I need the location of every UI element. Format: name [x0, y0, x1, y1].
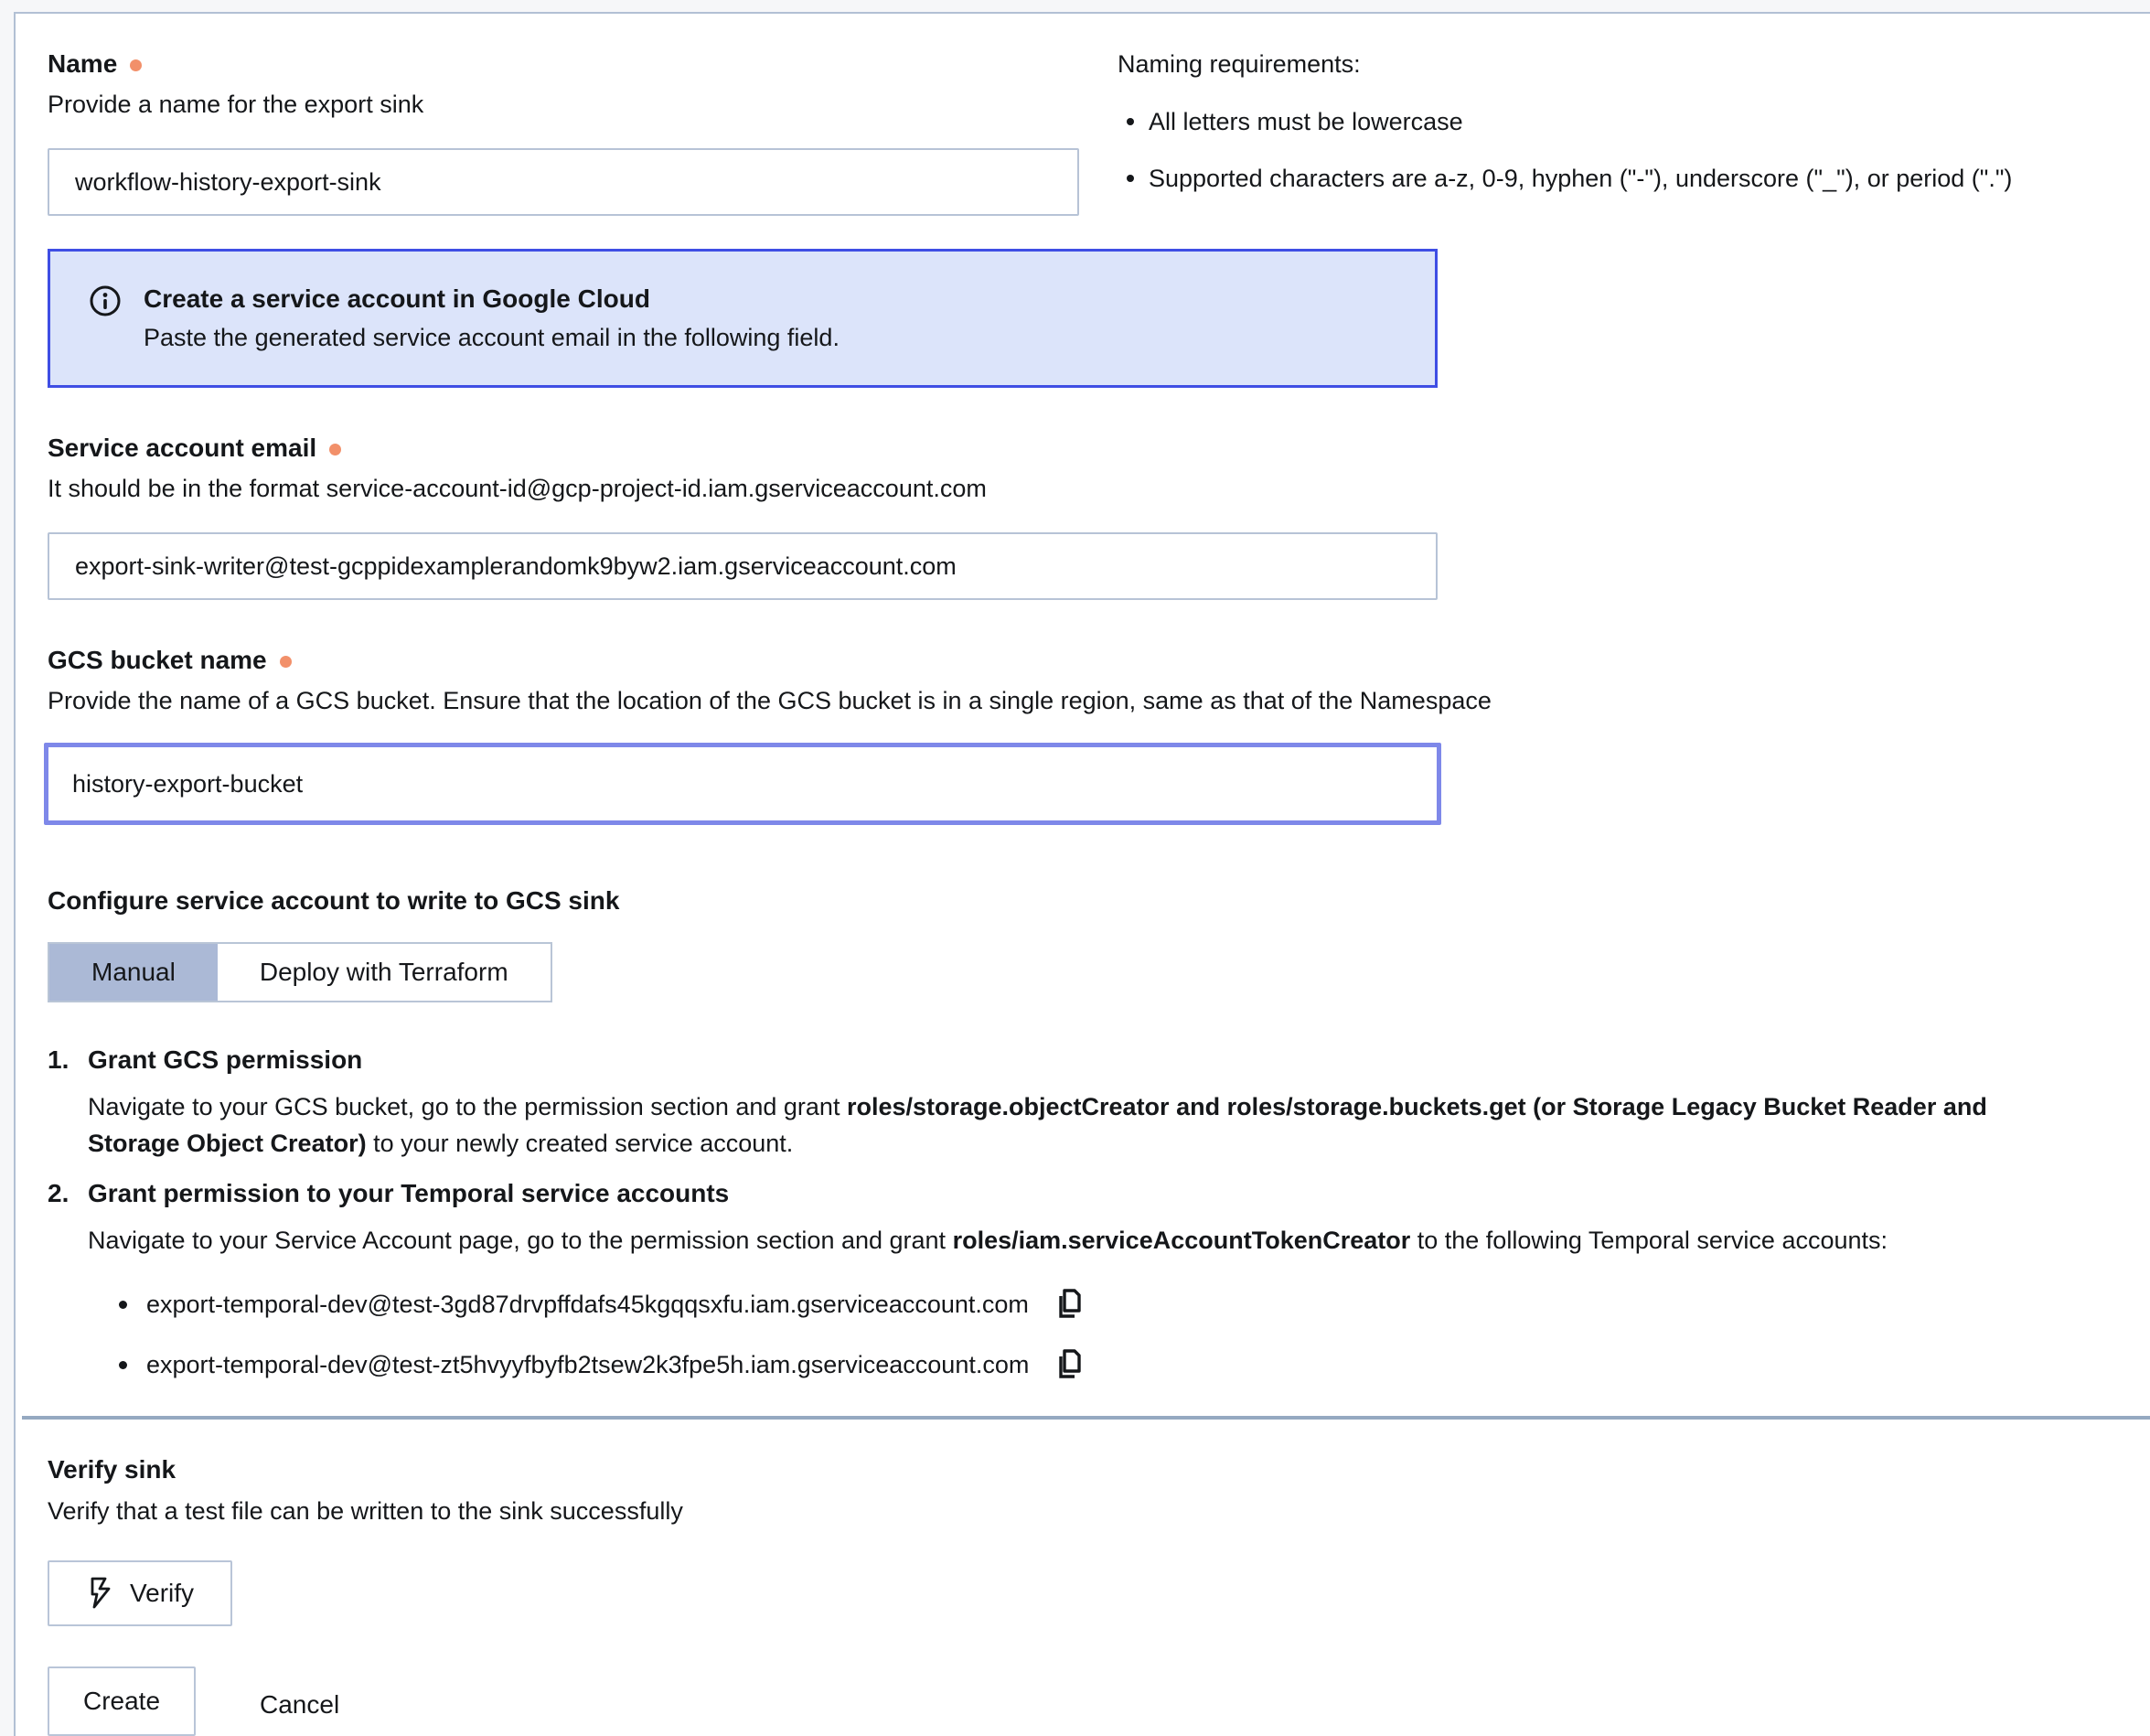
step-content	[88, 1176, 2095, 1383]
step-number: 1.	[48, 1045, 70, 1074]
verify-button-label: Verify	[130, 1579, 195, 1607]
info-banner	[48, 249, 1438, 388]
tab-manual[interactable]: Manual	[49, 944, 218, 1001]
step-number: 2.	[48, 1179, 70, 1207]
step-body-text: Navigate to your Service Account page, go to the permission section and grant	[88, 1227, 953, 1254]
configure-section	[48, 884, 2095, 1383]
service-account-field-section	[48, 432, 2095, 600]
tab-deploy-with-terraform[interactable]: Deploy with Terraform	[259, 958, 508, 986]
verify-sink-title: Verify sink	[48, 1455, 176, 1484]
service-account-description: It should be in the format service-account-id@gcp-project-id.iam.gserviceaccount.com	[48, 475, 987, 502]
bucket-label-row	[48, 644, 2095, 677]
step-body-text: Navigate to your GCS bucket, go to the permission section and grant	[88, 1093, 847, 1120]
naming-requirements-list	[1118, 106, 2095, 194]
copy-icon	[1053, 1288, 1082, 1321]
step-grant-gcs-permission	[48, 1043, 2095, 1162]
form-actions	[48, 1666, 2095, 1736]
cancel-button[interactable]: Cancel	[260, 1690, 340, 1719]
info-banner-description: Paste the generated service account email in the following field.	[144, 324, 840, 351]
bucket-field-section	[48, 644, 2095, 825]
required-dot-icon	[280, 656, 292, 668]
verify-button[interactable]	[48, 1560, 232, 1626]
lightning-bolt-icon	[86, 1577, 113, 1610]
step-body-bold: roles/storage.objectCreator and roles/storage.buckets.get (or Storage Legacy Bucket Reader and Storage Object Creator)	[88, 1093, 1987, 1157]
temporal-service-account-list	[88, 1286, 2095, 1383]
verify-sink-section	[48, 1452, 2095, 1626]
name-and-requirements-row	[48, 48, 2095, 216]
name-field-section	[48, 48, 1079, 216]
name-label: Name	[48, 49, 118, 78]
step-body	[88, 1088, 2081, 1162]
service-account-label: Service account email	[48, 434, 317, 462]
info-banner-title: Create a service account in Google Cloud	[144, 284, 650, 313]
step-body-text: to your newly created service account.	[366, 1130, 794, 1157]
step-body-bold: roles/iam.serviceAccountTokenCreator	[952, 1227, 1411, 1254]
bucket-label: GCS bucket name	[48, 646, 267, 674]
name-input[interactable]	[48, 148, 1079, 216]
gcs-bucket-name-input[interactable]	[44, 743, 1441, 825]
export-sink-form-panel	[14, 12, 2150, 1736]
service-account-email: export-temporal-dev@test-3gd87drvpffdafs45kgqqsxfu.iam.gserviceaccount.com	[146, 1291, 1029, 1318]
name-label-row	[48, 48, 1079, 80]
naming-requirements-title: Naming requirements:	[1118, 50, 1361, 78]
name-description: Provide a name for the export sink	[48, 91, 424, 118]
step-content	[88, 1043, 2095, 1162]
configure-section-title: Configure service account to write to GCS sink	[48, 886, 620, 915]
naming-requirement-item: Supported characters are a-z, 0-9, hyphen ("-"), underscore ("_"), or period (".")	[1118, 163, 2095, 194]
service-account-email-input[interactable]	[48, 532, 1438, 600]
configure-tab-group	[48, 942, 552, 1002]
service-account-label-row	[48, 432, 2095, 465]
required-dot-icon	[329, 444, 341, 455]
copy-email-button[interactable]	[1053, 1348, 1082, 1381]
info-icon	[89, 284, 122, 317]
create-button[interactable]: Create	[48, 1666, 196, 1736]
step-body	[88, 1222, 2081, 1259]
step-title: Grant permission to your Temporal service accounts	[88, 1179, 730, 1207]
step-title: Grant GCS permission	[88, 1045, 363, 1074]
naming-requirements-section	[1079, 48, 2095, 194]
copy-email-button[interactable]	[1053, 1288, 1082, 1321]
service-account-email: export-temporal-dev@test-zt5hvyyfbyfb2tsew2k3fpe5h.iam.gserviceaccount.com	[146, 1351, 1030, 1378]
bucket-description: Provide the name of a GCS bucket. Ensure that the location of the GCS bucket is in a single region, same as that of the Namespace	[48, 687, 1492, 714]
configure-steps	[48, 1043, 2095, 1383]
section-divider	[22, 1416, 2150, 1420]
required-dot-icon	[130, 59, 142, 71]
verify-sink-description: Verify that a test file can be written to the sink successfully	[48, 1497, 683, 1525]
copy-icon	[1053, 1348, 1082, 1381]
service-account-item	[108, 1346, 2095, 1383]
step-body-text: to the following Temporal service accounts:	[1410, 1227, 1888, 1254]
step-grant-temporal-permission	[48, 1176, 2095, 1383]
service-account-item	[108, 1286, 2095, 1323]
info-banner-body	[144, 283, 840, 354]
naming-requirement-item: All letters must be lowercase	[1118, 106, 2095, 137]
